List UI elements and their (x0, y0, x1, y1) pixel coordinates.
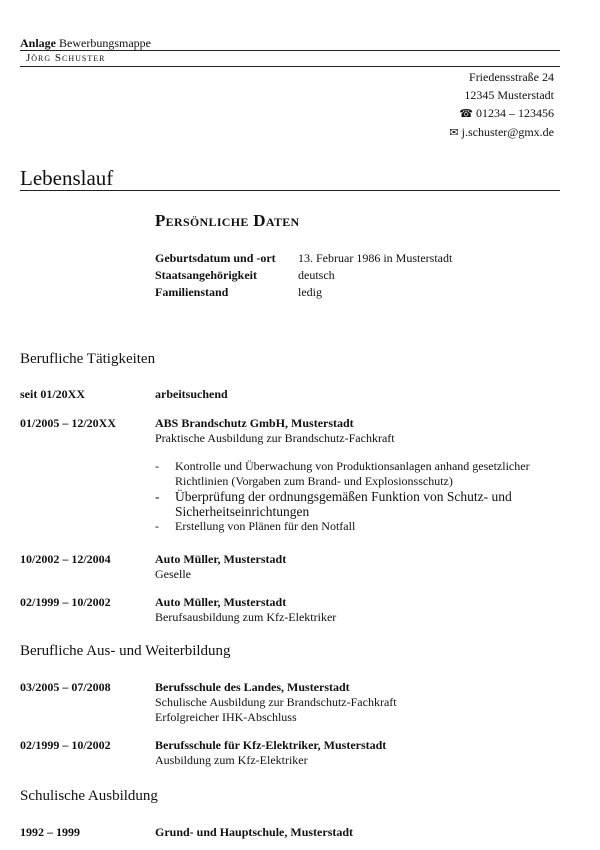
list-item: - Erstellung von Plänen für den Notfall (155, 519, 555, 534)
entry-date: 10/2002 – 12/2004 (20, 552, 111, 566)
entry-content: arbeitsuchend (155, 387, 228, 401)
entry-date: seit 01/20XX (20, 387, 85, 401)
header-rule-top (20, 50, 560, 51)
task-list (155, 459, 555, 534)
section-heading-weiterbildung: Berufliche Aus- und Weiterbildung (20, 643, 231, 659)
entry-content: ABS Brandschutz GmbH, Musterstadt Praktische Ausbildung zur Brandschutz-Fachkraft (155, 416, 395, 445)
entry-content: Grund- und Hauptschule, Musterstadt (155, 825, 354, 839)
phone-line: ☎ 01234 – 123456 (459, 106, 554, 120)
applicant-name: Jörg Schuster (26, 52, 106, 64)
street: Friedensstraße 24 (469, 70, 554, 84)
entry-date: 01/2005 – 12/20XX (20, 416, 116, 430)
entry-date: 02/1999 – 10/2002 (20, 738, 111, 752)
section-heading-schule: Schulische Ausbildung (20, 788, 158, 804)
email-line[interactable]: ✉ j.schuster@gmx.de (449, 125, 554, 139)
entry-date: 02/1999 – 10/2002 (20, 595, 111, 609)
address-block (449, 68, 554, 142)
entry-content: Berufsschule für Kfz-Elektriker, Musterstadt Ausbildung zum Kfz-Elektriker (155, 738, 387, 767)
envelope-icon: ✉ (449, 126, 459, 139)
entry-date: 1992 – 1999 (20, 825, 80, 839)
entry-content: Berufsschule des Landes, Musterstadt Schulische Ausbildung zur Brandschutz-Fachkraft Erfolgreicher IHK-Abschluss (155, 680, 397, 724)
city: 12345 Musterstadt (464, 88, 554, 102)
list-item: - Überprüfung der ordnungsgemäßen Funktion von Schutz- und Sicherheitseinrichtungen (155, 489, 555, 519)
entry-date: 03/2005 – 07/2008 (20, 680, 111, 694)
page-title: Lebenslauf (20, 166, 114, 190)
attachment-label: Anlage Bewerbungsmappe (20, 36, 151, 50)
header-rule-bottom (20, 66, 560, 67)
telephone-icon: ☎ (459, 107, 473, 120)
title-rule (20, 190, 560, 191)
entry-content: Auto Müller, Musterstadt Geselle (155, 552, 287, 581)
entry-content: Auto Müller, Musterstadt Berufsausbildung zum Kfz-Elektriker (155, 595, 337, 624)
list-item: - Kontrolle und Überwachung von Produktionsanlagen anhand gesetzlicher Richtlinien (Vorgaben zum Brand- und Explosionsschutz) (155, 459, 555, 489)
section-heading-beruf: Berufliche Tätigkeiten (20, 351, 156, 367)
personal-data-heading: Persönliche Daten (155, 211, 300, 230)
